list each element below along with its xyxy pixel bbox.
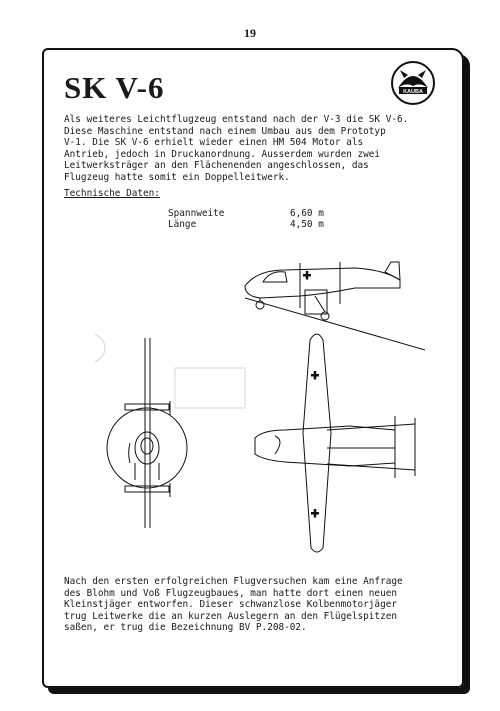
spec-label-length: Länge — [168, 219, 197, 230]
aircraft-three-view-drawing — [95, 258, 425, 558]
logo-text: KAUBA — [403, 89, 423, 95]
technical-data-heading: Technische Daten: — [64, 188, 160, 199]
side-view — [245, 262, 425, 350]
spec-label-wingspan: Spannweite — [168, 208, 225, 219]
spec-value-length: 4,50 m — [290, 219, 324, 230]
page-number: 19 — [244, 26, 256, 40]
front-view — [107, 338, 187, 528]
spec-value-wingspan: 6,60 m — [290, 208, 324, 219]
kauba-logo — [390, 60, 436, 106]
closing-paragraph: Nach den ersten erfolgreichen Flugversuchen kam eine Anfrage des Blohm und Voß Flugzeugbaues, man hatte dort einen neuen Kleinstjäger entworfen. Dieser schwanzlose Kolbenmotorjäger trug Leitwerke die an kurzen Auslegern an den Flügelspitzen saßen, er trug die Bezeichnung BV P.208-02. — [64, 576, 403, 634]
intro-paragraph: Als weiteres Leichtflugzeug entstand nach der V-3 die SK V-6. Diese Maschine entstand nach einem Umbau aus dem Prototyp V-1. Die SK V-6 erhielt wieder einen HM 504 Motor als Antrieb, jedoch in Druckanordnung. Ausserdem wurden zwei Leitwerksträger an den Flächenenden angeschlossen, das Flugzeug hatte somit ein Doppelleitwerk. — [64, 114, 409, 183]
top-view — [255, 334, 415, 552]
page-title: SK V-6 — [64, 70, 165, 105]
